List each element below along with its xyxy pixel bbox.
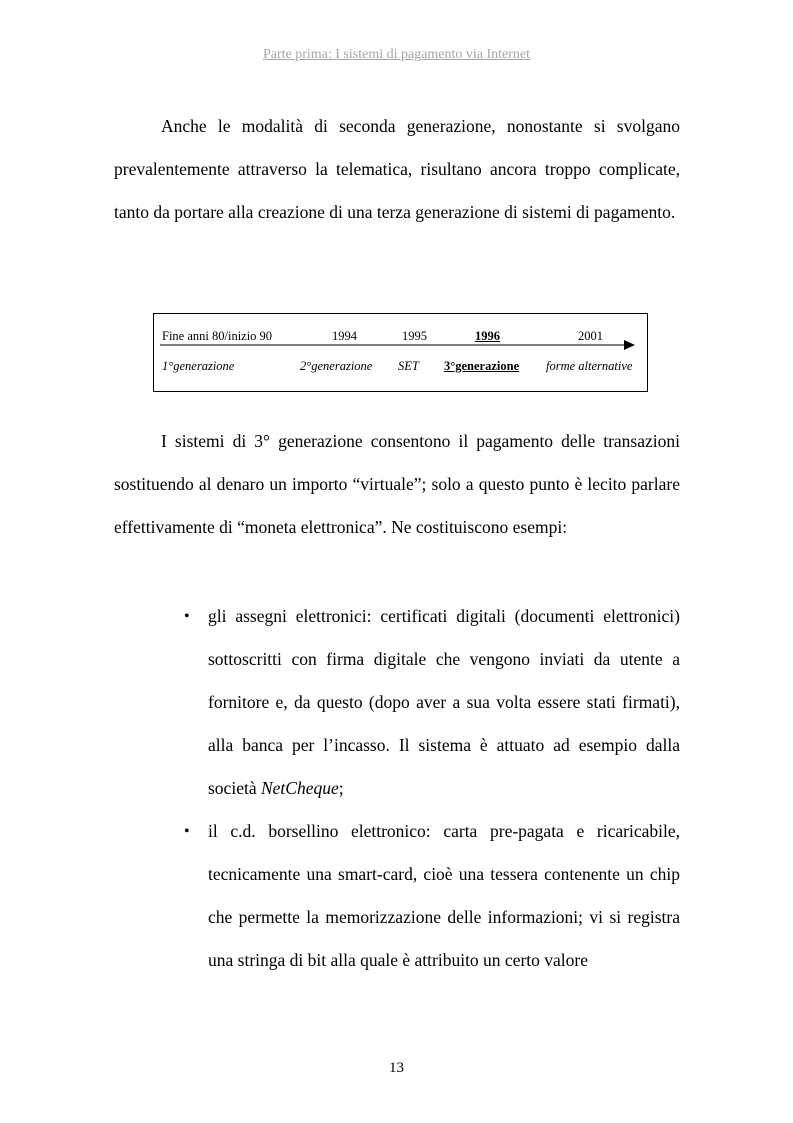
timeline-arrow bbox=[154, 314, 649, 393]
timeline-label-third-gen: 3°generazione bbox=[444, 359, 520, 373]
list-item-text: gli assegni elettronici: certificati digitali (documenti elettronici) sottoscritti con firma digitale che vengono inviati da utente a fornitore e, da questo (dopo aver a sua volta essere stati firmati), alla banca per l’incasso. Il sistema è attuato ad esempio dalla società bbox=[208, 606, 680, 798]
timeline-label-set: SET bbox=[398, 359, 419, 373]
list-item-italic-term: NetCheque bbox=[260, 778, 339, 798]
list-item-electronic-cheques bbox=[184, 595, 680, 810]
page-number: 13 bbox=[389, 1060, 404, 1076]
timeline-figure bbox=[153, 313, 648, 392]
timeline-year-2001: 2001 bbox=[578, 329, 603, 343]
timeline-year-1995: 1995 bbox=[402, 329, 427, 343]
list-item-electronic-purse bbox=[184, 810, 680, 982]
running-header: Parte prima: I sistemi di pagamento via Internet bbox=[262, 47, 531, 62]
examples-list bbox=[184, 595, 680, 982]
list-item-tail: ; bbox=[338, 778, 344, 798]
timeline-year-1994: 1994 bbox=[332, 329, 357, 343]
timeline-label-first-gen: 1°generazione bbox=[162, 359, 235, 373]
paragraph-second-generation: Anche le modalità di seconda generazione, nonostante si svolgano prevalentemente attraverso la telematica, risultano ancora troppo complicate, tanto da portare alla creazione di una terza generazione di sistemi di pagamento. bbox=[114, 116, 680, 222]
timeline-label-second-gen: 2°generazione bbox=[300, 359, 373, 373]
list-item-text: il c.d. borsellino elettronico: carta pre-pagata e ricaricabile, tecnicamente una smart-card, cioè una tessera contenente un chip che permette la memorizzazione delle informazioni; vi si registra una stringa di bit alla quale è attribuito un certo valore bbox=[208, 821, 680, 970]
bullet-icon: • bbox=[184, 823, 190, 840]
paragraph-third-generation: I sistemi di 3° generazione consentono il pagamento delle transazioni sostituendo al denaro un importo “virtuale”; solo a questo punto è lecito parlare effettivamente di “moneta elettronica”. Ne costituiscono esempi: bbox=[114, 431, 680, 537]
timeline-year-start: Fine anni 80/inizio 90 bbox=[162, 329, 273, 343]
timeline-year-1996: 1996 bbox=[475, 329, 500, 343]
timeline-label-alternative: forme alternative bbox=[546, 359, 633, 373]
timeline-arrowhead bbox=[624, 340, 635, 350]
bullet-icon: • bbox=[184, 608, 190, 625]
